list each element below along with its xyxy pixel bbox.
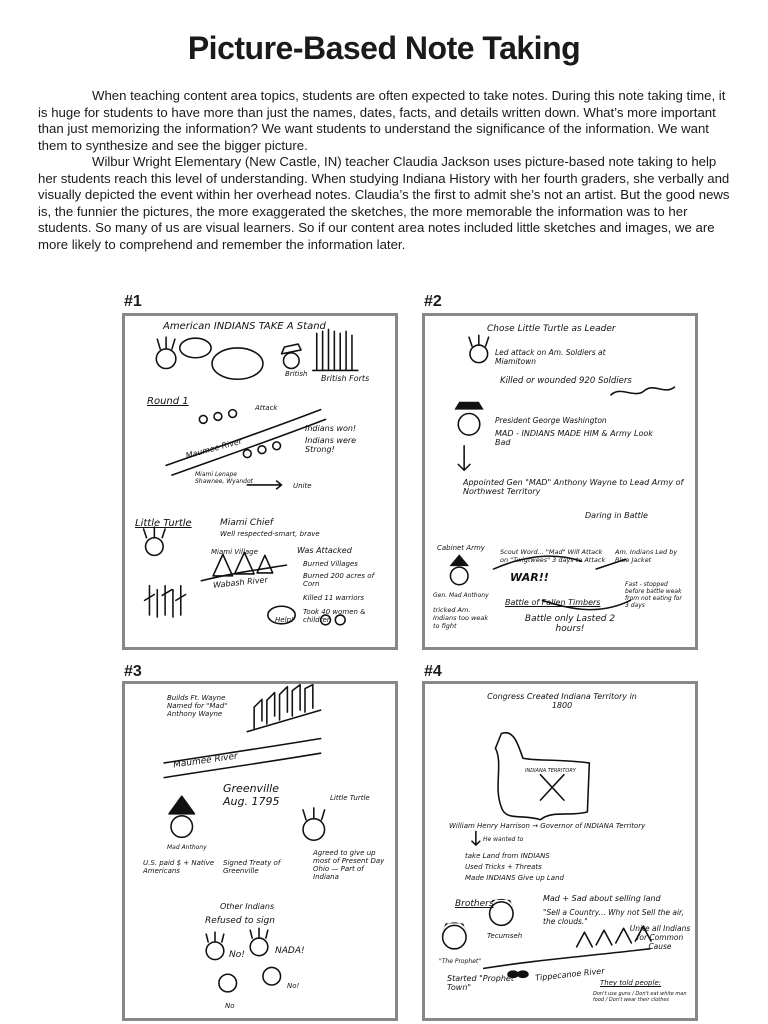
down-arrow bbox=[458, 446, 470, 470]
note-miami-chief: Miami Chief bbox=[220, 518, 274, 528]
note-wabash: Wabash River bbox=[212, 575, 269, 590]
note-other-indians: Other Indians bbox=[220, 902, 275, 911]
note-gen-mad: Gen. Mad Anthony bbox=[433, 592, 489, 599]
note-tricks: Used Tricks + Threats bbox=[465, 863, 542, 871]
notes-panel-3 bbox=[122, 681, 398, 1021]
map-x-mark bbox=[540, 775, 563, 800]
note-killed: Killed 11 warriors bbox=[303, 594, 365, 602]
note-congress: Congress Created Indiana Territory in 1800 bbox=[487, 692, 637, 710]
intro-paragraph-1: When teaching content area topics, students are often expected to take notes. During this note taking time, it is huge for students to have more than just the names, dates, facts, and details written down. What’s more important than just memorizing the information? We want students to understand the significance of the information. We want them to synthesize and see the bigger picture. bbox=[38, 88, 726, 153]
note-indians-won: Indians won! bbox=[305, 424, 357, 433]
washington-hat-sketch bbox=[454, 402, 483, 410]
note-no-2: No bbox=[225, 1002, 235, 1010]
note-tricked: tricked Am. Indians too weak to fight bbox=[433, 606, 489, 630]
note-am-indians: Am. Indians Led by Blue Jacket bbox=[615, 548, 678, 564]
note-no-1: No! bbox=[229, 950, 245, 960]
page-title: Picture-Based Note Taking bbox=[187, 30, 581, 66]
note-greenville: Greenville Aug. 1795 bbox=[223, 782, 280, 808]
british-soldier-sketch bbox=[283, 353, 299, 369]
note-harrison: William Henry Harrison → Governor of INDIANA Territory bbox=[449, 822, 646, 830]
note-wanted: He wanted to bbox=[483, 836, 524, 843]
note-fallen-timbers: Battle of Fallen Timbers bbox=[505, 598, 601, 607]
note-indians-strong: Indians were Strong! bbox=[305, 436, 357, 454]
note-refused: Refused to sign bbox=[205, 916, 275, 926]
note-take-land: take Land from INDIANS bbox=[465, 852, 550, 860]
note-unite: Unite bbox=[293, 482, 312, 490]
note-dont: Don't use guns / Don't eat white man food / Don't wear their clothes bbox=[593, 991, 687, 1003]
note-mad-sad: Mad + Sad about selling land bbox=[543, 894, 661, 903]
note-burned-corn: Burned 200 acres of Corn bbox=[303, 572, 375, 588]
note-president: President George Washington bbox=[495, 416, 607, 425]
note-started: Started "Prophet Town" bbox=[447, 974, 514, 992]
note-round: Round 1 bbox=[147, 396, 189, 407]
general-face-sketch bbox=[450, 567, 468, 585]
panel-1-label: #1 bbox=[124, 293, 142, 310]
note-tippecanoe: Tippecanoe River bbox=[534, 966, 605, 983]
note-killed-soldiers: Killed or wounded 920 Soldiers bbox=[500, 376, 632, 386]
note-heading: American INDIANS TAKE A Stand bbox=[163, 321, 326, 332]
note-tecumseh: Tecumseh bbox=[487, 932, 523, 940]
indian-face-sketch bbox=[156, 349, 176, 369]
note-help: Help! bbox=[275, 616, 294, 624]
speech-bubble-2 bbox=[212, 348, 263, 379]
panel-3-label: #3 bbox=[124, 663, 142, 680]
intro-text bbox=[38, 88, 738, 253]
note-nada: NADA! bbox=[275, 946, 305, 956]
intro-paragraph-2: Wilbur Wright Elementary (New Castle, IN) teacher Claudia Jackson uses picture-based note taking to help her students reach this level of understanding. When studying Indiana History with her fourth graders, she verbally and visually depicted the event within her overhead notes. Claudia’s the first to admit she’s not an artist. But the good news is, the funnier the pictures, the more exaggerated the sketches, the more memorable the information was to her students. So many of us are visual learners. So if our content area notes included little sketches and images, we are more likely to comprehend and remember the information later. bbox=[38, 154, 730, 252]
brother-face-sketch bbox=[443, 925, 466, 948]
note-no-3: No! bbox=[287, 982, 300, 990]
notes-panel-4 bbox=[422, 681, 698, 1021]
note-british: British bbox=[285, 370, 308, 378]
panel-4-sketches bbox=[425, 684, 695, 1018]
note-brothers: Brothers bbox=[455, 899, 494, 909]
note-little-turtle: Little Turtle bbox=[330, 794, 370, 802]
note-us-paid: U.S. paid $ + Native Americans bbox=[143, 859, 215, 875]
notes-panel-1 bbox=[122, 313, 398, 650]
notes-panel-2 bbox=[422, 313, 698, 650]
note-respected: Well respected-smart, brave bbox=[220, 530, 320, 538]
mad-anthony-face-sketch bbox=[171, 816, 193, 838]
note-led-attack: Led attack on Am. Soldiers at Miamitown bbox=[495, 348, 606, 366]
note-took: Took 40 women & children bbox=[303, 608, 366, 624]
note-told: They told people: bbox=[600, 979, 662, 987]
note-builds: Builds Ft. Wayne Named for "Mad" Anthony Wayne bbox=[167, 694, 228, 718]
washington-face-sketch bbox=[458, 414, 480, 436]
note-maumee-river: Maumee River bbox=[172, 751, 239, 771]
note-was-attacked: Was Attacked bbox=[297, 546, 352, 555]
note-mad-anthony: Mad Anthony bbox=[167, 844, 207, 851]
note-tribes: Miami Lenape Shawnee, Wyandot bbox=[195, 471, 253, 485]
note-sell: "Sell a Country... Why not Sell the air, the clouds." bbox=[543, 908, 684, 926]
note-battle-only: Battle only Lasted 2 hours! bbox=[524, 614, 616, 634]
note-appointed: Appointed Gen "MAD" Anthony Wayne to Lead Army of Northwest Territory bbox=[463, 478, 684, 496]
note-mad: MAD - INDIANS MADE HIM & Army Look Bad bbox=[495, 429, 653, 447]
note-miami-village: Miami Village bbox=[211, 548, 258, 556]
note-territory: INDIANA TERRITORY bbox=[525, 768, 576, 774]
panel-4-label: #4 bbox=[424, 663, 442, 680]
feather-sketch bbox=[157, 337, 175, 349]
tippecanoe-river-line bbox=[484, 949, 650, 969]
note-little-turtle: Little Turtle bbox=[135, 518, 192, 529]
note-attack: Attack bbox=[255, 404, 278, 412]
river-line-bottom bbox=[172, 419, 326, 475]
note-scout: Scout Word... "Mad" Will Attack on "Twigtwees" 3 days to Attack bbox=[500, 548, 606, 564]
corn-field-sketch bbox=[145, 586, 186, 617]
note-signed: Signed Treaty of Greenville bbox=[223, 859, 281, 875]
little-turtle-face-sketch bbox=[470, 345, 488, 363]
note-river: Maumee River bbox=[184, 436, 243, 461]
speech-bubble bbox=[180, 338, 211, 358]
note-agreed: Agreed to give up most of Present Day Ohio — Part of Indiana bbox=[313, 849, 385, 881]
note-british-forts: British Forts bbox=[321, 374, 370, 383]
note-cabinet: Cabinet Army bbox=[437, 544, 485, 552]
note-burned-villages: Burned Villages bbox=[303, 560, 358, 568]
note-unite: Unite all Indians for Common Cause bbox=[629, 924, 691, 951]
note-made: Made INDIANS Give up Land bbox=[465, 874, 564, 882]
scribble-soldiers bbox=[611, 387, 675, 395]
fort-sketch bbox=[313, 329, 358, 370]
little-turtle-sketch bbox=[146, 538, 164, 556]
note-war: WAR!! bbox=[510, 571, 549, 584]
note-fast: Fast - stopped before battle weak from not eating for 3 days bbox=[625, 581, 682, 609]
note-daring: Daring in Battle bbox=[585, 511, 648, 520]
panel-2-label: #2 bbox=[424, 293, 442, 310]
note-chose: Chose Little Turtle as Leader bbox=[487, 324, 616, 334]
note-prophet: "The Prophet" bbox=[439, 958, 481, 965]
fort-wayne-sketch bbox=[247, 685, 320, 732]
little-turtle-face-sketch-2 bbox=[303, 819, 325, 841]
